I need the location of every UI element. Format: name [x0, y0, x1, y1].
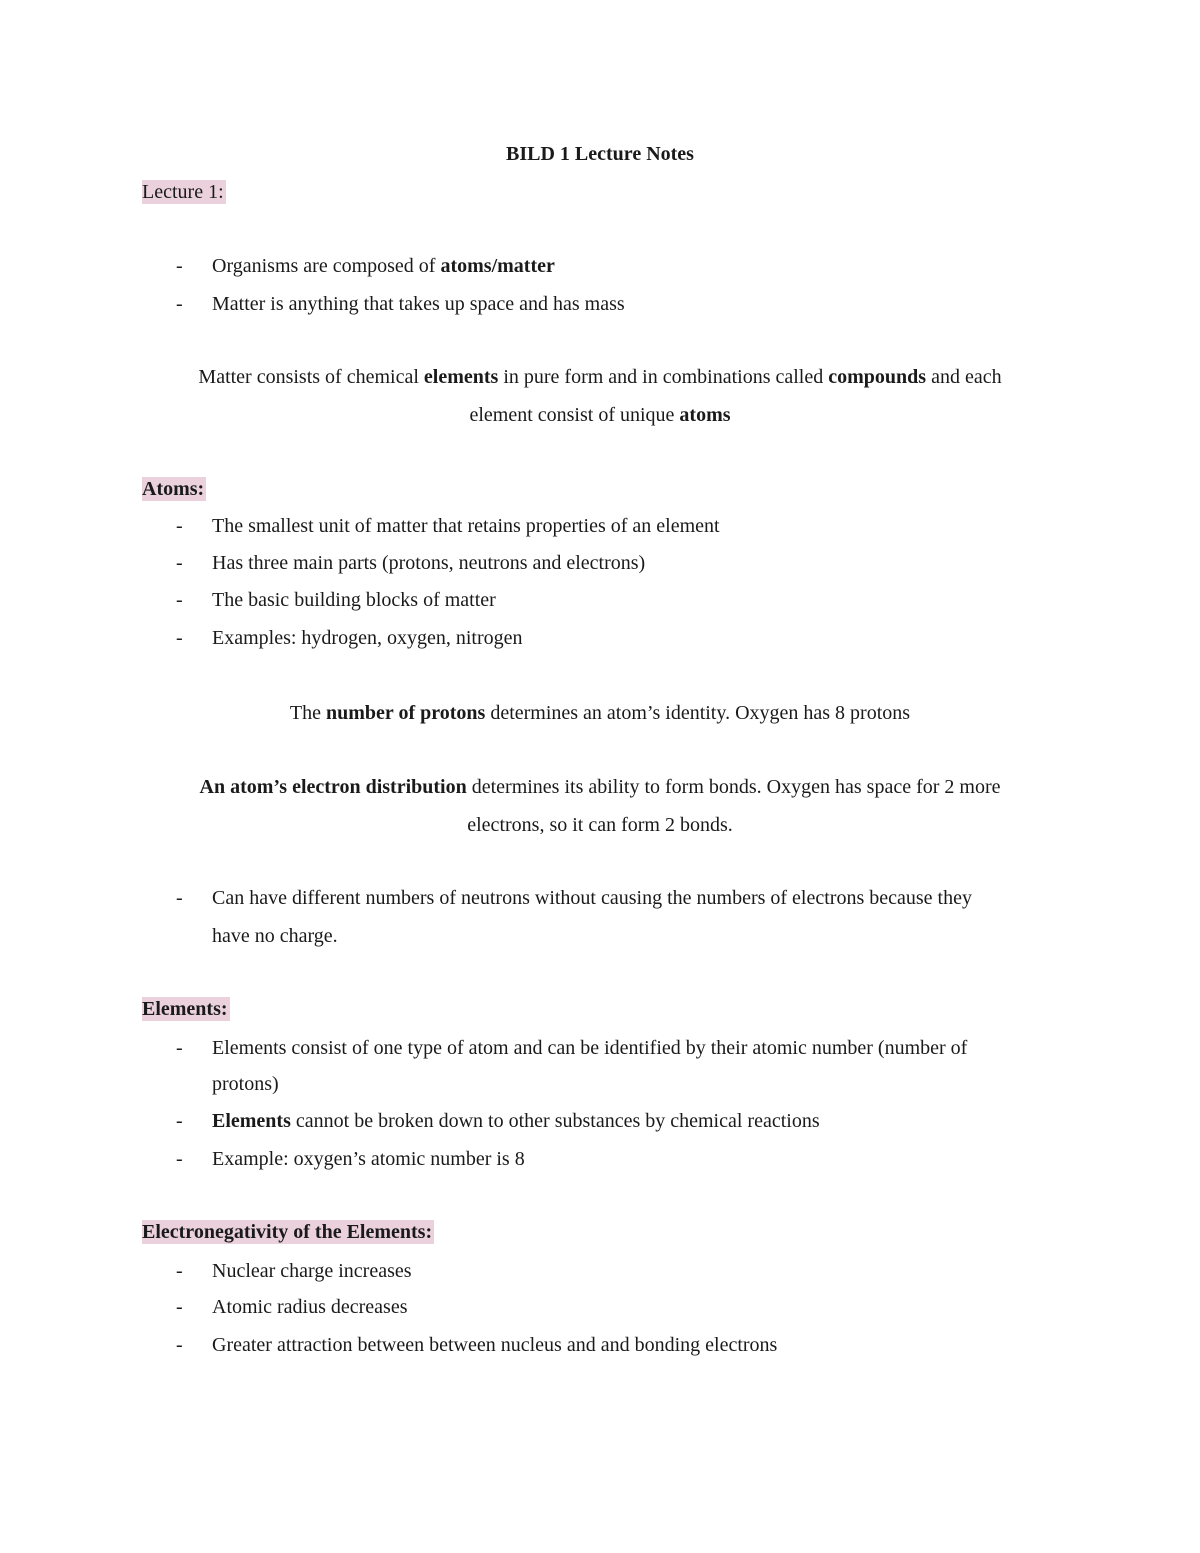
list-item-continuation: have no charge. [212, 925, 338, 947]
bullet-dash: - [176, 552, 183, 574]
list-item: The smallest unit of matter that retains properties of an element [212, 515, 720, 537]
list-item [212, 251, 555, 281]
lecture-label: Lecture 1: [142, 181, 224, 203]
bullet-dash: - [176, 1334, 183, 1356]
list-item: The basic building blocks of matter [212, 589, 496, 611]
elements-heading-line [142, 994, 230, 1024]
electron-paragraph-line-2: electrons, so it can form 2 bonds. [467, 814, 733, 836]
list-item: Nuclear charge increases [212, 1260, 412, 1282]
bullet-bold-text: atoms/matter [440, 255, 555, 277]
list-item: Has three main parts (protons, neutrons and electrons) [212, 552, 646, 574]
text-run: element consist of unique [469, 404, 680, 426]
bullet-text: Organisms are composed of [212, 255, 441, 277]
list-item: Can have different numbers of neutrons without causing the numbers of electrons because they [212, 887, 972, 909]
list-item: Elements consist of one type of atom and can be identified by their atomic number (number of [212, 1037, 968, 1059]
text-run: determines its ability to form bonds. Oxygen has space for 2 more [466, 776, 1001, 798]
list-item: Atomic radius decreases [212, 1296, 408, 1318]
section-heading-atoms: Atoms: [142, 478, 205, 500]
bullet-dash: - [176, 1110, 183, 1132]
section-heading-electronegativity: Electronegativity of the Elements: [142, 1221, 433, 1243]
matter-paragraph-line-1 [0, 362, 1200, 392]
bullet-dash: - [176, 887, 183, 909]
bullet-dash: - [176, 255, 183, 277]
electronegativity-heading-line [142, 1217, 434, 1247]
section-heading-elements: Elements: [142, 998, 228, 1020]
bold-text-run: atoms [679, 404, 731, 426]
bullet-dash: - [176, 293, 183, 315]
list-item-continuation: protons) [212, 1073, 279, 1095]
bullet-text: Matter is anything that takes up space and has mass [212, 293, 625, 315]
bold-text-run: compounds [828, 366, 927, 388]
document-title: BILD 1 Lecture Notes [506, 143, 694, 165]
list-item: Example: oxygen’s atomic number is 8 [212, 1148, 525, 1170]
text-run: Matter consists of chemical [198, 366, 424, 388]
text-run: and each [926, 366, 1002, 388]
text-run: cannot be broken down to other substances by chemical reactions [290, 1110, 820, 1132]
text-run: The [289, 702, 327, 724]
matter-paragraph-line-2 [0, 400, 1200, 430]
protons-paragraph [0, 698, 1200, 728]
bullet-dash: - [176, 589, 183, 611]
bullet-dash: - [176, 627, 183, 649]
electron-paragraph-line-1 [0, 772, 1200, 802]
bullet-dash: - [176, 515, 183, 537]
text-run: determines an atom’s identity. Oxygen has 8 protons [485, 702, 911, 724]
bullet-dash: - [176, 1148, 183, 1170]
list-item [212, 1106, 820, 1136]
bold-text-run: number of protons [326, 702, 486, 724]
bold-text-run: Elements [212, 1110, 291, 1132]
list-item: Examples: hydrogen, oxygen, nitrogen [212, 627, 523, 649]
lecture-label-line [142, 177, 226, 207]
bullet-dash: - [176, 1037, 183, 1059]
bullet-dash: - [176, 1260, 183, 1282]
text-run: in pure form and in combinations called [498, 366, 829, 388]
list-item [212, 289, 625, 319]
atoms-heading-line [142, 474, 206, 504]
list-item: Greater attraction between between nucleus and and bonding electrons [212, 1334, 778, 1356]
bold-text-run: elements [423, 366, 499, 388]
bullet-dash: - [176, 1296, 183, 1318]
bold-text-run: An atom’s electron distribution [199, 776, 467, 798]
